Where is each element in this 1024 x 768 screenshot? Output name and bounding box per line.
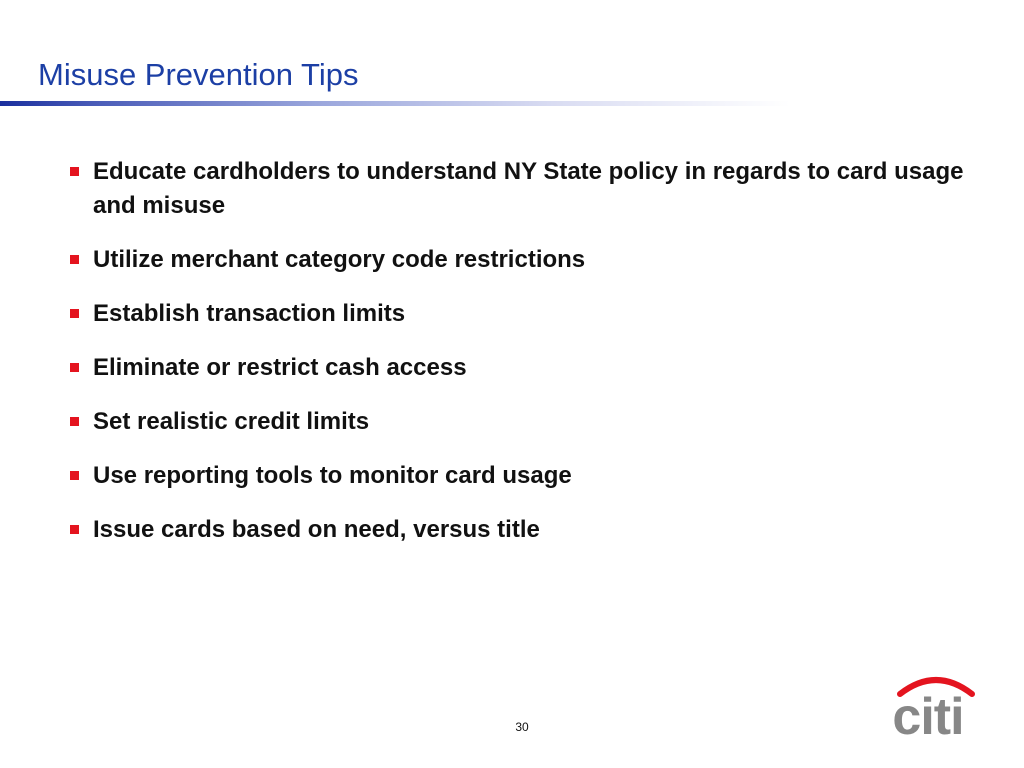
square-bullet-icon <box>70 525 79 534</box>
bullet-text: Utilize merchant category code restrictions <box>93 246 586 273</box>
bullet-text: Establish transaction limits <box>93 300 406 327</box>
title-underline <box>0 101 790 106</box>
bullet-item <box>68 155 988 223</box>
bullet-text: Eliminate or restrict cash access <box>93 354 467 381</box>
square-bullet-icon <box>70 255 79 264</box>
bullet-text: Set realistic credit limits <box>93 408 370 435</box>
bullet-text: Use reporting tools to monitor card usage <box>93 462 572 489</box>
bullet-item <box>68 243 988 277</box>
bullet-text: Issue cards based on need, versus title <box>93 516 540 543</box>
square-bullet-icon <box>70 167 79 176</box>
bullet-text: Educate cardholders to understand NY State policy in regards to card usage and misuse <box>93 158 964 219</box>
page-number: 30 <box>515 720 529 734</box>
bullet-list <box>68 155 988 567</box>
bullet-item <box>68 459 988 493</box>
slide-title: Misuse Prevention Tips <box>38 57 359 92</box>
square-bullet-icon <box>70 471 79 480</box>
square-bullet-icon <box>70 363 79 372</box>
citi-logo <box>880 672 976 740</box>
square-bullet-icon <box>70 417 79 426</box>
bullet-item <box>68 405 988 439</box>
bullet-item <box>68 513 988 547</box>
bullet-item <box>68 351 988 385</box>
square-bullet-icon <box>70 309 79 318</box>
bullet-item <box>68 297 988 331</box>
logo-text: citi <box>892 688 964 740</box>
